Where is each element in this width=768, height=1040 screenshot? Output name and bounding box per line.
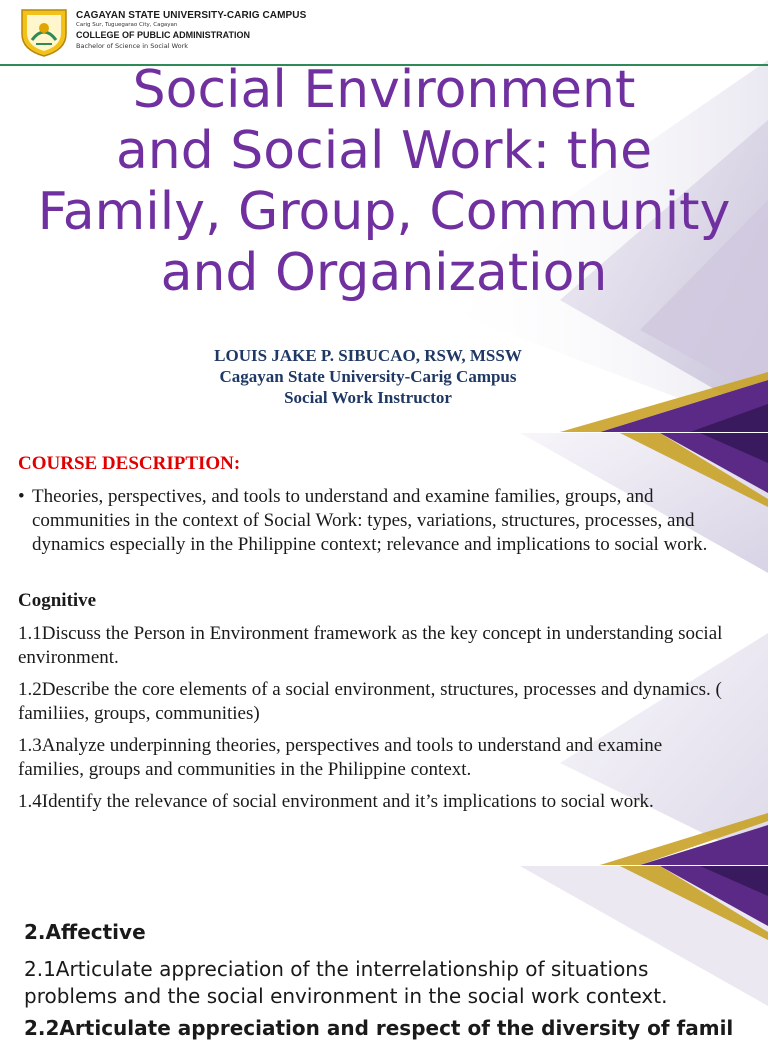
- university-seal-icon: [18, 6, 70, 58]
- title-line: and Organization: [160, 243, 608, 303]
- course-description-text: Theories, perspectives, and tools to understand and examine families, groups, and communities in the context of Social Work: types, variations, structures, processes, and dynamics especially in the Philippine context; relevance and implications to social work.: [32, 486, 708, 555]
- affective-item: 2.2Articulate appreciation and respect of the diversity of famil: [24, 1016, 734, 1040]
- program-name: Bachelor of Science in Social Work: [76, 42, 189, 50]
- university-address: Carig Sur, Tuguegarao City, Cagayan: [76, 22, 178, 28]
- course-description-slide: [0, 433, 768, 865]
- title-line: Social Environment: [132, 60, 636, 120]
- objective-item: 1.4Identify the relevance of social environment and it’s implications to social work.: [18, 791, 654, 812]
- objective-item: 1.1Discuss the Person in Environment framework as the key concept in understanding social environment.: [18, 623, 723, 668]
- author-role: Social Work Instructor: [284, 388, 452, 407]
- course-description-heading: COURSE DESCRIPTION:: [18, 453, 241, 474]
- objective-item: 1.3Analyze underpinning theories, perspectives and tools to understand and examine families, groups and communities in the Philippine context.: [18, 735, 663, 780]
- title-slide: [0, 0, 768, 432]
- university-name: CAGAYAN STATE UNIVERSITY-CARIG CAMPUS: [76, 10, 307, 21]
- cognitive-heading: Cognitive: [18, 590, 97, 611]
- college-name: COLLEGE OF PUBLIC ADMINISTRATION: [76, 30, 250, 40]
- author-institution: Cagayan State University-Carig Campus: [219, 367, 517, 386]
- bullet-marker: •: [18, 486, 25, 507]
- author-block: [0, 345, 736, 408]
- title-line: and Social Work: the: [115, 121, 653, 181]
- affective-item: 2.1Articulate appreciation of the interrelationship of situations problems and the social environment in the social work context.: [24, 957, 668, 1008]
- affective-slide: [0, 866, 768, 1040]
- presentation-title: [0, 60, 768, 304]
- author-name: LOUIS JAKE P. SIBUCAO, RSW, MSSW: [214, 346, 522, 365]
- affective-heading: 2.Affective: [24, 920, 146, 944]
- title-line: Family, Group, Community: [37, 182, 731, 242]
- header: [0, 0, 768, 64]
- objective-item: 1.2Describe the core elements of a social environment, structures, processes and dynamics. ( familiies, groups, communities): [18, 679, 722, 724]
